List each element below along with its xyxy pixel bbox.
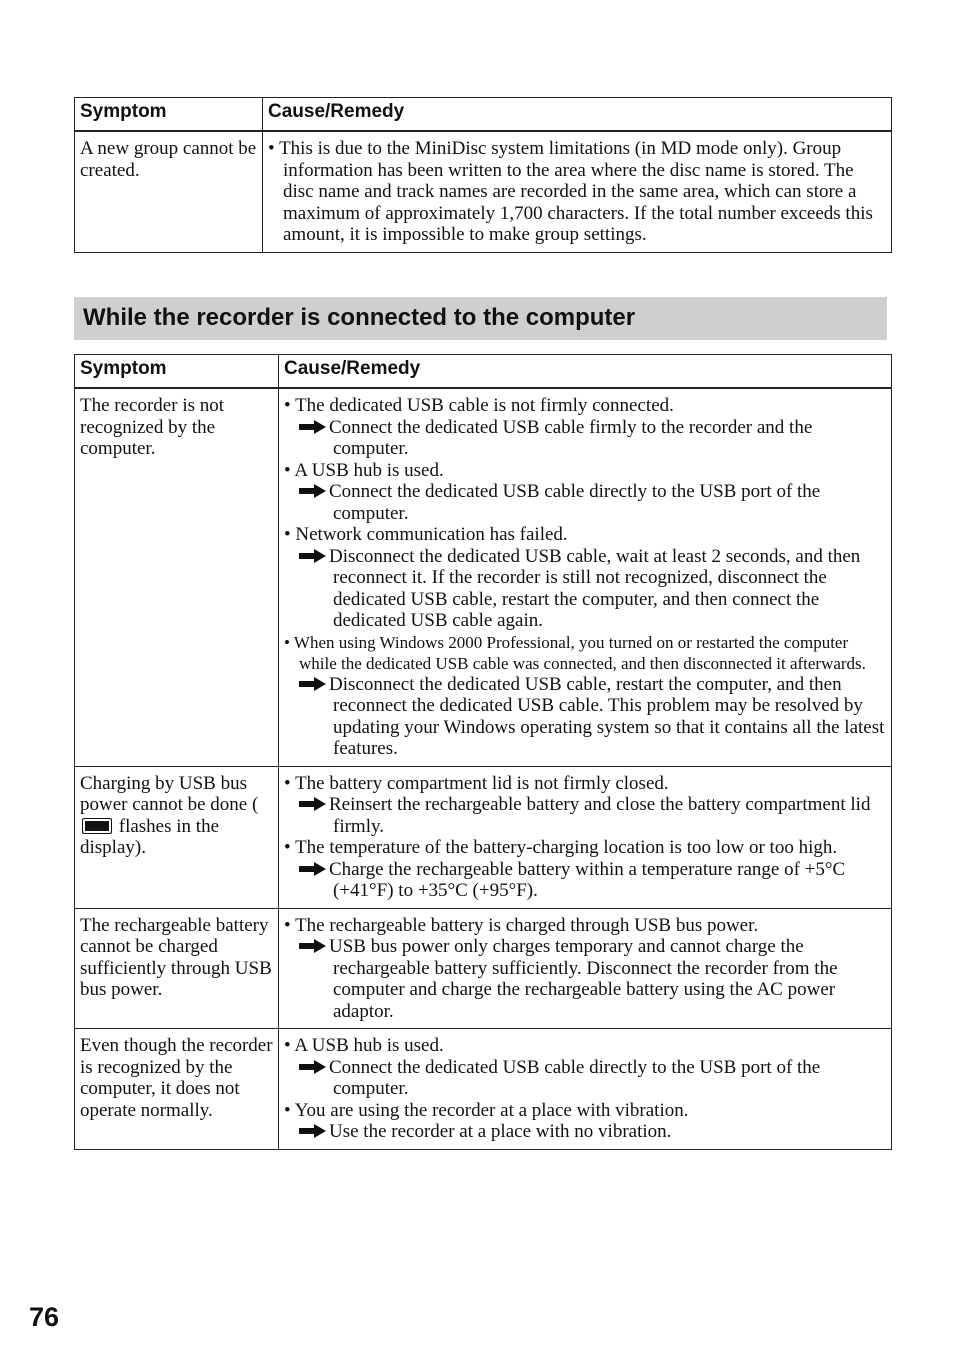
remedy-item: Charge the rechargeable battery within a temperature range of +5°C (+41°F) to +35°C (+95°F). (284, 859, 887, 902)
cause-item: • The temperature of the battery-charging location is too low or too high. (284, 837, 838, 858)
symptom-cell: Charging by USB bus power cannot be done ( flashes in the display). (75, 766, 279, 908)
table-row (75, 388, 892, 766)
table-row (75, 766, 892, 908)
cause-cell (263, 131, 892, 252)
section-heading-bar (74, 297, 887, 340)
cause-item: • You are using the recorder at a place with vibration. (284, 1099, 689, 1121)
cause-cell (279, 908, 892, 1029)
remedy-item: Disconnect the dedicated USB cable, wait at least 2 seconds, and then reconnect it. If the recorder is still not recognized, disconnect the dedicated USB cable, restart the computer, and then connect the dedicated USB cable again. (284, 546, 887, 632)
cause-cell (279, 388, 892, 766)
page-number: 76 (29, 1302, 60, 1332)
cause-item: • When using Windows 2000 Professional, you turned on or restarted the computer while the dedicated USB cable was connected, and then disconnected it afterwards. (284, 632, 866, 673)
cause-cell (279, 1029, 892, 1150)
right-arrow-icon (299, 1121, 329, 1143)
cause-remedy-header: Cause/Remedy (263, 98, 892, 132)
right-arrow-icon (299, 546, 329, 568)
symptom-cell: Even though the recorder is recognized by the computer, it does not operate normally. (75, 1029, 279, 1150)
symptom-header: Symptom (75, 98, 263, 132)
right-arrow-icon (299, 417, 329, 439)
symptom-cell: The rechargeable battery cannot be charged sufficiently through USB bus power. (75, 908, 279, 1029)
symptom-header: Symptom (75, 355, 279, 389)
table-row (75, 908, 892, 1029)
cause-item: • A USB hub is used. (284, 1035, 444, 1056)
cause-item: • The dedicated USB cable is not firmly connected. (284, 395, 674, 416)
cause-cell (279, 766, 892, 908)
cause-item: • A USB hub is used. (284, 459, 444, 481)
troubleshooting-table-md (74, 97, 892, 253)
remedy-item: Disconnect the dedicated USB cable, restart the computer, and then reconnect the dedicated USB cable. This problem may be resolved by updating your Windows operating system so that it contains all the latest features. (284, 674, 887, 760)
cause-remedy-header: Cause/Remedy (279, 355, 892, 389)
cause-item: • The rechargeable battery is charged through USB bus power. (284, 914, 759, 936)
remedy-item: Connect the dedicated USB cable directly to the USB port of the computer. (284, 1057, 887, 1100)
battery-icon (82, 818, 112, 834)
remedy-item: Reinsert the rechargeable battery and close the battery compartment lid firmly. (284, 794, 887, 837)
remedy-item: Connect the dedicated USB cable firmly to the recorder and the computer. (284, 417, 887, 460)
symptom-cell: The recorder is not recognized by the computer. (75, 388, 279, 766)
remedy-item: Use the recorder at a place with no vibration. (284, 1121, 887, 1143)
section-title: While the recorder is connected to the computer (83, 304, 636, 331)
cause-item: • Network communication has failed. (284, 524, 568, 545)
table-header-row (75, 355, 892, 389)
remedy-item: USB bus power only charges temporary and cannot charge the rechargeable battery sufficiently. Disconnect the recorder from the computer and charge the rechargeable battery using the AC power adaptor. (284, 936, 887, 1022)
table-row (75, 131, 892, 252)
remedy-item: Connect the dedicated USB cable directly to the USB port of the computer. (284, 481, 887, 524)
table-header-row (75, 98, 892, 132)
symptom-cell: A new group cannot be created. (75, 131, 263, 252)
right-arrow-icon (299, 936, 329, 958)
cause-item: • The battery compartment lid is not firmly closed. (284, 772, 669, 794)
right-arrow-icon (299, 674, 329, 696)
right-arrow-icon (299, 481, 329, 503)
right-arrow-icon (299, 794, 329, 816)
right-arrow-icon (299, 1057, 329, 1079)
table-row (75, 1029, 892, 1150)
right-arrow-icon (299, 859, 329, 881)
cause-item: • This is due to the MiniDisc system limitations (in MD mode only). Group information has been written to the area where the disc name is stored. The disc name and track names are recorded in the same area, which can store a maximum of approximately 1,700 characters. If the total number exceeds this amount, it is impossible to make group settings. (268, 138, 873, 245)
troubleshooting-table-computer (74, 354, 892, 1150)
